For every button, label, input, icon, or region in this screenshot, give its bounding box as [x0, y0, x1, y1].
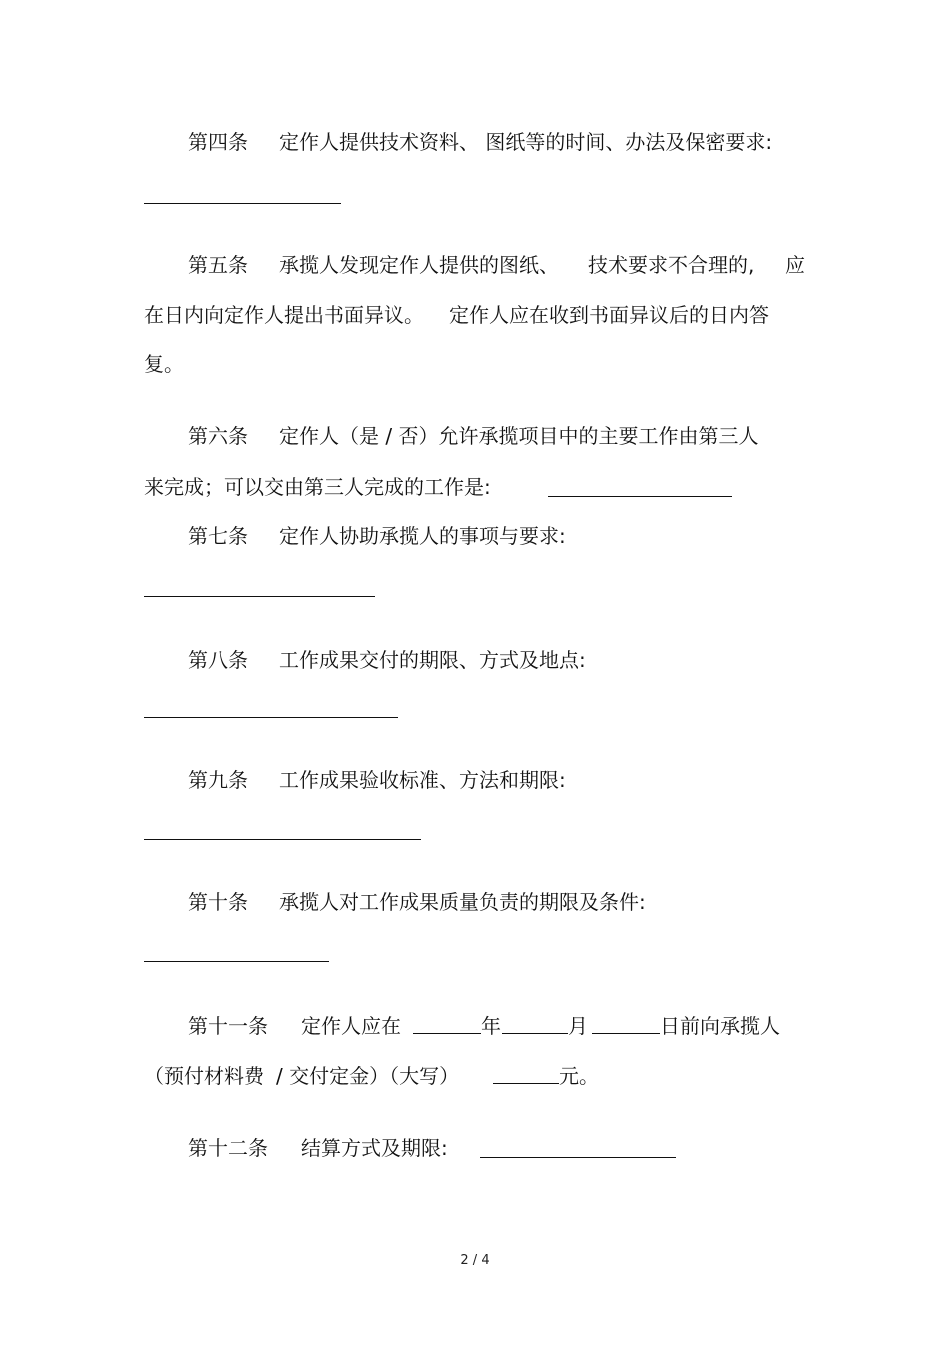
article-12-fill-line [480, 1157, 676, 1158]
year-blank [413, 1014, 481, 1034]
article-11-text: 定作人应在 [301, 1014, 401, 1038]
article-6-text: 定作人（是 / 否）允许承揽项目中的主要工作由第三人 [279, 424, 759, 448]
article-7-number: 第七条 [188, 524, 248, 548]
article-10-number: 第十条 [188, 890, 248, 914]
article-9-number: 第九条 [188, 768, 248, 792]
article-5-line-2b: 定作人应在收到书面异议后的日内答 [449, 303, 769, 327]
article-4-text: 定作人提供技术资料、 图纸等的时间、办法及保密要求: [279, 130, 773, 154]
article-5-line-3-text: 复。 [144, 352, 184, 376]
article-5-text-1: 承揽人发现定作人提供的图纸、 [279, 253, 559, 277]
yuan-label: 元。 [559, 1064, 599, 1088]
article-8-text: 工作成果交付的期限、方式及地点: [279, 648, 586, 672]
article-6-number: 第六条 [188, 424, 248, 448]
day-label: 日前向承揽人 [660, 1014, 780, 1038]
article-4-number: 第四条 [188, 130, 248, 154]
article-11-line-2b: / 交付定金）（大写） [276, 1064, 460, 1088]
article-8-fill-line [144, 717, 398, 718]
article-9-fill-line [144, 839, 421, 840]
amount-blank [493, 1064, 559, 1084]
article-11-line-2a: （预付材料费 [144, 1064, 264, 1088]
article-10-fill-line [144, 961, 329, 962]
article-5-number: 第五条 [188, 253, 248, 277]
article-5-text-2: 技术要求不合理的, [588, 253, 755, 277]
article-6-fill-line [548, 496, 732, 497]
article-8-number: 第八条 [188, 648, 248, 672]
article-11-number: 第十一条 [188, 1014, 268, 1038]
month-blank [502, 1014, 568, 1034]
article-6-line-2-text: 来完成；可以交由第三人完成的工作是: [144, 475, 491, 499]
year-label: 年 [481, 1014, 501, 1038]
article-4-fill-line [144, 203, 341, 204]
article-9-text: 工作成果验收标准、方法和期限: [279, 768, 566, 792]
page-number: 2 / 4 [460, 1253, 490, 1268]
article-7-text: 定作人协助承揽人的事项与要求: [279, 524, 566, 548]
article-10-text: 承揽人对工作成果质量负责的期限及条件: [279, 890, 646, 914]
article-12-text: 结算方式及期限: [301, 1136, 448, 1160]
article-5-text-3: 应 [785, 253, 805, 277]
article-5-line-2a: 在日内向定作人提出书面异议。 [144, 303, 424, 327]
day-blank [592, 1014, 660, 1034]
article-7-fill-line [144, 596, 375, 597]
article-12-number: 第十二条 [188, 1136, 268, 1160]
month-label: 月 [568, 1014, 588, 1038]
